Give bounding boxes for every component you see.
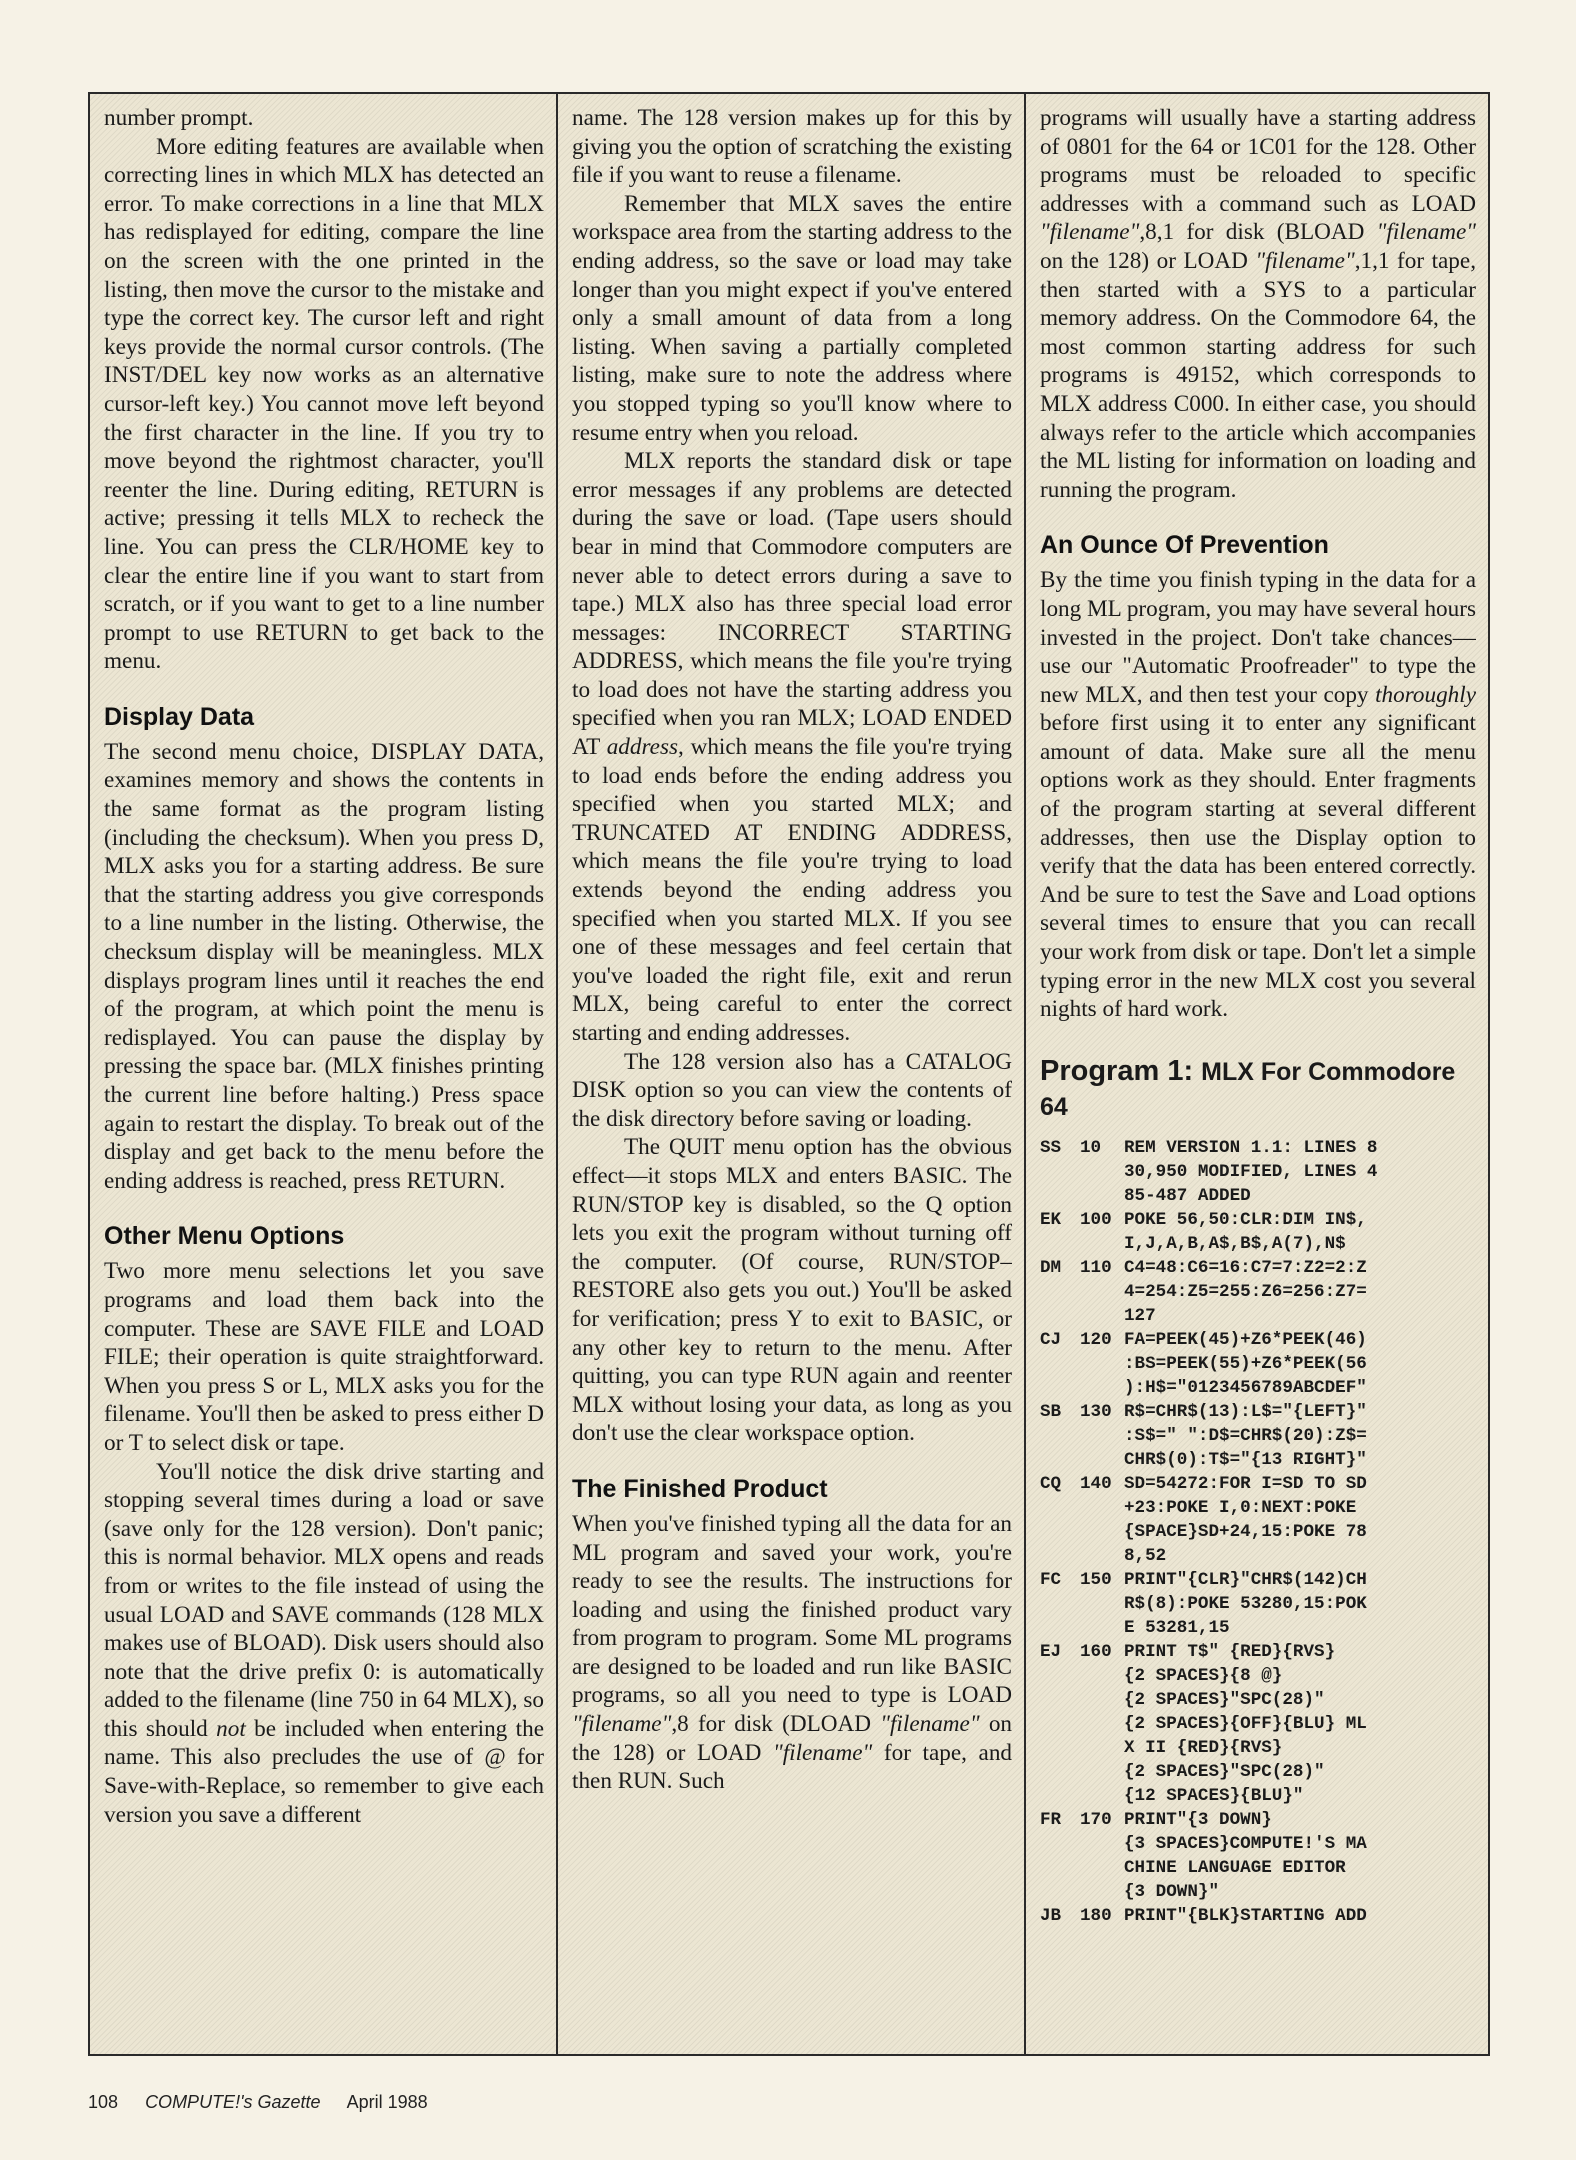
column-rule [556,94,558,2054]
emphasis: address [606,734,678,761]
magazine-name: COMPUTE!'s Gazette [145,2092,321,2112]
paragraph: Two more menu selections let you save programs and load them back into the computer. These are SAVE FILE and LOAD FILE; their operation is quite straightforward. When you press S or L, MLX asks you for the filename. You'll then be asked to press either D or T to select disk or tape. [104,1258,544,1456]
emphasis: "filename" [1255,247,1355,274]
paragraph: The 128 version also has a CATALOG DISK option so you can view the contents of the disk directory before saving or loading. [572,1048,1012,1132]
paragraph: The QUIT menu option has the obvious effect—it stops MLX and enters BASIC. The RUN/STOP key is disabled, so the Q option lets you exit the program without turning off the computer. (Of course, RUN/STOP–RESTORE also gets you out.) You'll be asked for verification; press Y to exit to BASIC, or any other key to return to the menu. After quitting, you can type RUN again and reenter MLX without losing your data, as long as you don't use the clear workspace option. [572,1134,1012,1447]
code-listing [1040,1136,1476,1928]
checksum: SS [1040,1137,1062,1158]
checksum: DM [1040,1257,1062,1278]
paragraph: The second menu choice, DISPLAY DATA, examines memory and shows the contents in the same format as the program listing (including the checksum). When you press D, MLX asks you for a starting address. Be sure that the starting address you give corresponds to a line number in the listing. Otherwise, the checksum display will be meaningless. MLX displays program lines until it reaches the end of the program, at which point the menu is redisplayed. You can pause the display by pressing the space bar. (MLX finishes printing the current line before halting.) Press space again to restart the display. To break out of the display and get back to the menu before the ending address is reached, press RETURN. [104,738,544,1194]
heading-other-menu-options: Other Menu Options [104,1222,345,1251]
code-line [1040,1568,1476,1640]
code-line [1040,1400,1476,1472]
heading-finished-product: The Finished Product [572,1474,828,1503]
code-line [1040,1328,1476,1400]
program-title: MLX For Commodore 64 [1040,1057,1456,1121]
code-text: FA=PEEK(45)+Z6*PEEK(46) :BS=PEEK(55)+Z6*PEEK(56 ):H$="0123456789ABCDEF" [1124,1329,1367,1398]
emphasis: "filename" [1376,219,1476,246]
code-text: C4=48:C6=16:C7=7:Z2=2:Z 4=254:Z5=255:Z6=256:Z7= 127 [1124,1257,1367,1326]
emphasis: "filename" [772,1739,873,1766]
emphasis: not [216,1715,246,1742]
heading-display-data: Display Data [104,702,255,731]
magazine-page [88,92,1490,2056]
text-run: By the time you finish typing in the data for a long ML program, you may have several hours invested in the project. Don't take chances—use our "Automatic Proofreader" to type the new MLX, and then test your copy [1040,567,1476,708]
program-heading [1040,1054,1476,1124]
column-2 [572,104,1012,2044]
code-line [1040,1808,1476,1904]
line-number: 10 [1080,1137,1102,1158]
line-number: 160 [1080,1641,1112,1662]
text-run: be included when entering the name. This also precludes the use of @ for Save-with-Replace, so remember to give each version you save a different [104,1715,544,1828]
column-1 [104,104,544,2044]
heading-ounce-of-prevention: An Ounce Of Prevention [1040,531,1329,560]
code-line [1040,1904,1476,1928]
column-rule [1024,94,1026,2054]
paragraph: number prompt. [104,105,254,131]
column-3 [1040,104,1476,2044]
text-run: ,8 for disk (DLOAD [671,1711,881,1738]
checksum: CJ [1040,1329,1062,1350]
code-text: PRINT T$" {RED}{RVS} {2 SPACES}{8 @} {2 SPACES}"SPC(28)" {2 SPACES}{OFF}{BLU} ML X II {RED}{RVS} {2 SPACES}"SPC(28)" {12 SPACES}{BLU}" [1124,1641,1367,1806]
emphasis: "filename" [572,1711,672,1738]
emphasis: "filename" [1040,219,1140,246]
line-number: 110 [1080,1257,1112,1278]
paragraph [572,447,1012,1047]
page-number: 108 [88,2092,119,2112]
code-line [1040,1640,1476,1808]
code-text: POKE 56,50:CLR:DIM IN$, I,J,A,B,A$,B$,A(7),N$ [1124,1209,1367,1254]
checksum: EK [1040,1209,1062,1230]
code-line [1040,1256,1476,1328]
text-run: before first using it to enter any significant amount of data. Make sure all the menu options work as they should. Enter fragments of the program starting at several different addresses, then use the Display option to verify that the data has been entered correctly. And be sure to test the Save and Load options several times to ensure that you can recall your work from disk or tape. Don't let a simple typing error in the new MLX cost you several nights of hard work. [1040,710,1476,1023]
line-number: 150 [1080,1569,1112,1590]
line-number: 180 [1080,1905,1112,1926]
line-number: 170 [1080,1809,1112,1830]
program-label: Program 1: [1040,1054,1194,1087]
text-run: programs will usually have a starting address of 0801 for the 64 or 1C01 for the 128. Other programs must be reloaded to specific addresses with a command such as LOAD [1040,105,1476,217]
text-run: ,1,1 for tape, then started with a SYS to a particular memory address. On the Commodore 64, the most common starting address for such programs is 49152, which corresponds to MLX address C000. In either case, you should always refer to the article which accompanies the ML listing for information on loading and running the program. [1040,247,1476,503]
code-text: SD=54272:FOR I=SD TO SD +23:POKE I,0:NEXT:POKE {SPACE}SD+24,15:POKE 78 8,52 [1124,1473,1367,1566]
page-footer [88,2092,428,2113]
checksum: CQ [1040,1473,1062,1494]
line-number: 140 [1080,1473,1112,1494]
code-text: REM VERSION 1.1: LINES 8 30,950 MODIFIED, LINES 4 85-487 ADDED [1124,1137,1378,1206]
checksum: FR [1040,1809,1062,1830]
paragraph [104,1458,544,1830]
paragraph [572,1510,1012,1796]
paragraph [1040,566,1476,1024]
paragraph [1040,104,1476,504]
emphasis: "filename" [880,1711,980,1738]
checksum: FC [1040,1569,1062,1590]
line-number: 100 [1080,1209,1112,1230]
code-line [1040,1136,1476,1208]
code-text: PRINT"{BLK}STARTING ADD [1124,1905,1367,1926]
checksum: JB [1040,1905,1062,1926]
text-run: You'll notice the disk drive starting and stopping several times during a load or save (save only for the 128 version). Don't panic; this is normal behavior. MLX opens and reads from or writes to the file instead of using the usual LOAD and SAVE commands (128 MLX makes use of BLOAD). Disk users should also note that the drive prefix 0: is automatically added to the filename (line 750 in 64 MLX), so this should [104,1458,544,1742]
text-run: When you've finished typing all the data for an ML program and saved your work, you're ready to see the results. The instructions for loading and using the finished product vary from program to program. Some ML programs are designed to be loaded and run like BASIC programs, so all you need to type is LOAD [572,1510,1012,1709]
line-number: 130 [1080,1401,1112,1422]
paragraph: Remember that MLX saves the entire workspace area from the starting address to the ending address, so the save or load may take longer than you might expect if you've entered only a small amount of data from a long listing. When saving a partially completed listing, make sure to note the address where you stopped typing so you'll know where to resume entry when you reload. [572,190,1012,446]
paragraph: More editing features are available when correcting lines in which MLX has detected an error. To make corrections in a line that MLX has redisplayed for editing, compare the line on the screen with the one printed in the listing, then move the cursor to the mistake and type the correct key. The cursor left and right keys provide the normal cursor controls. (The INST/DEL key now works as an alternative cursor-left key.) You cannot move left beyond the first character in the line. If you try to move beyond the rightmost character, you'll reenter the line. During editing, RETURN is active; pressing it tells MLX to recheck the line. You can press the CLR/HOME key to clear the entire line if you want to start from scratch, or if you want to get to a line number prompt to use RETURN to get back to the menu. [104,133,544,675]
checksum: SB [1040,1401,1062,1422]
code-text: PRINT"{CLR}"CHR$(142)CH R$(8):POKE 53280,15:POK E 53281,15 [1124,1569,1367,1638]
code-line [1040,1472,1476,1568]
issue-date: April 1988 [346,2092,428,2112]
code-line [1040,1208,1476,1256]
code-text: PRINT"{3 DOWN} {3 SPACES}COMPUTE!'S MA CHINE LANGUAGE EDITOR {3 DOWN}" [1124,1809,1367,1902]
text-run: , which means the file you're trying to load ends before the ending address you specified when you started MLX; and TRUNCATED AT ENDING ADDRESS, which means the file you're trying to load extends beyond the ending address you specified when you started MLX. If you see one of these messages and feel certain that you've loaded the right file, exit and rerun MLX, being careful to enter the correct starting and ending addresses. [572,734,1012,1046]
text-run: on the 128) or LOAD [572,1711,1012,1766]
emphasis: thoroughly [1375,681,1476,708]
text-run: ,8,1 for disk (BLOAD [1139,219,1377,246]
paragraph: name. The 128 version makes up for this by giving you the option of scratching the existing file if you want to reuse a filename. [572,105,1012,189]
checksum: EJ [1040,1641,1062,1662]
line-number: 120 [1080,1329,1112,1350]
text-run: MLX reports the standard disk or tape error messages if any problems are detected during the save or load. (Tape users should bear in mind that Commodore computers are never able to detect errors during a save to tape.) MLX also has three special load error messages: INCORRECT STARTING ADDRESS, which means the file you're trying to load does not have the starting address you specified when you ran MLX; LOAD ENDED AT [572,448,1012,761]
text-run: for tape, and then RUN. Such [572,1739,1012,1795]
code-text: R$=CHR$(13):L$="{LEFT}" :S$=" ":D$=CHR$(20):Z$= CHR$(0):T$="{13 RIGHT}" [1124,1401,1367,1470]
text-run: on the 128) or LOAD [1040,247,1256,274]
